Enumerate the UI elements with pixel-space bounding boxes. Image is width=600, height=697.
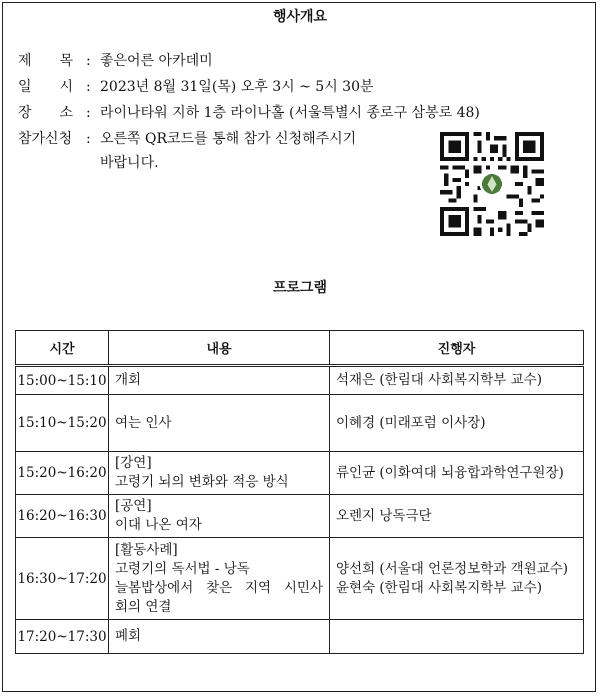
info-value: 좋은어른 아카데미 bbox=[100, 53, 213, 69]
content-cell bbox=[109, 395, 330, 452]
time-cell: 15:20~16:20 bbox=[16, 452, 109, 495]
table-row bbox=[16, 395, 584, 452]
content-line: 회의 연결 bbox=[115, 598, 172, 615]
time-cell: 15:10~15:20 bbox=[16, 395, 109, 452]
content-line: 폐회 bbox=[115, 628, 142, 644]
time-cell: 15:00~15:10 bbox=[16, 366, 109, 395]
content-line: 고령기의 독서법 - 낭독 bbox=[115, 560, 250, 577]
program-title: 프로그램 bbox=[272, 280, 328, 296]
content-line: 이대 나온 여자 bbox=[115, 517, 202, 533]
host-line: 석재은 (한림대 사회복지학부 교수) bbox=[336, 372, 542, 388]
header-time: 시간 bbox=[16, 331, 109, 366]
program-table bbox=[15, 330, 584, 654]
info-label: 참가신청 bbox=[18, 131, 73, 147]
info-row-registration bbox=[18, 130, 356, 148]
info-row-title bbox=[18, 52, 213, 70]
header-host: 진행자 bbox=[330, 331, 584, 366]
info-value: 바랍니다. bbox=[100, 155, 159, 171]
time-cell: 16:20~16:30 bbox=[16, 495, 109, 538]
header-content: 내용 bbox=[109, 331, 330, 366]
info-label: 일 시 bbox=[18, 79, 74, 95]
host-cell bbox=[330, 620, 584, 654]
info-value: 라이나타워 지하 1층 라이나홀 (서울특별시 종로구 삼봉로 48) bbox=[100, 105, 480, 121]
info-label: 제 목 bbox=[18, 53, 74, 69]
time-cell: 17:20~17:30 bbox=[16, 620, 109, 654]
overview-title: 행사개요 bbox=[272, 9, 328, 25]
host-cell bbox=[330, 495, 584, 538]
content-line: 늘봄밥상에서 찾은 지역 시민사 bbox=[115, 579, 323, 596]
content-cell bbox=[109, 452, 330, 495]
content-line: 고령기 뇌의 변화와 적응 방식 bbox=[115, 474, 289, 490]
table-row bbox=[16, 452, 584, 495]
host-cell bbox=[330, 452, 584, 495]
info-separator: : bbox=[86, 131, 91, 147]
info-row-venue bbox=[18, 104, 480, 122]
info-value: 오른쪽 QR코드를 통해 참가 신청해주시기 bbox=[100, 131, 357, 147]
table-row bbox=[16, 495, 584, 538]
table-row bbox=[16, 538, 584, 620]
content-cell bbox=[109, 620, 330, 654]
host-cell bbox=[330, 538, 584, 620]
table-header-row bbox=[16, 331, 584, 366]
host-line: 윤현숙 (한림대 사회복지학부 교수) bbox=[336, 579, 542, 596]
content-cell bbox=[109, 366, 330, 395]
host-line: 이혜경 (미래포럼 이사장) bbox=[336, 414, 486, 431]
table-row bbox=[16, 620, 584, 654]
time-cell: 16:30~17:20 bbox=[16, 538, 109, 620]
info-label: 장 소 bbox=[18, 105, 74, 121]
info-row-registration-cont bbox=[100, 154, 159, 172]
info-value: 2023년 8월 31일(목) 오후 3시 ~ 5시 30분 bbox=[100, 79, 374, 95]
info-separator: : bbox=[86, 105, 91, 121]
info-separator: : bbox=[86, 79, 91, 95]
info-row-datetime bbox=[18, 78, 374, 96]
info-separator: : bbox=[86, 53, 91, 69]
table-row bbox=[16, 366, 584, 395]
host-cell bbox=[330, 366, 584, 395]
content-line: 개회 bbox=[115, 372, 142, 388]
content-line: [강연] bbox=[115, 455, 152, 471]
host-line: 류인균 (이화여대 뇌융합과학연구원장) bbox=[336, 464, 564, 481]
content-line: [활동사례] bbox=[115, 541, 178, 558]
host-line: 양선희 (서울대 언론정보학과 객원교수) bbox=[336, 560, 569, 577]
content-cell bbox=[109, 495, 330, 538]
host-cell bbox=[330, 395, 584, 452]
content-line: 여는 인사 bbox=[115, 414, 172, 431]
qr-code-icon[interactable] bbox=[440, 132, 544, 236]
host-line: 오렌지 낭독극단 bbox=[336, 507, 432, 524]
content-line: [공연] bbox=[115, 498, 152, 514]
content-cell bbox=[109, 538, 330, 620]
